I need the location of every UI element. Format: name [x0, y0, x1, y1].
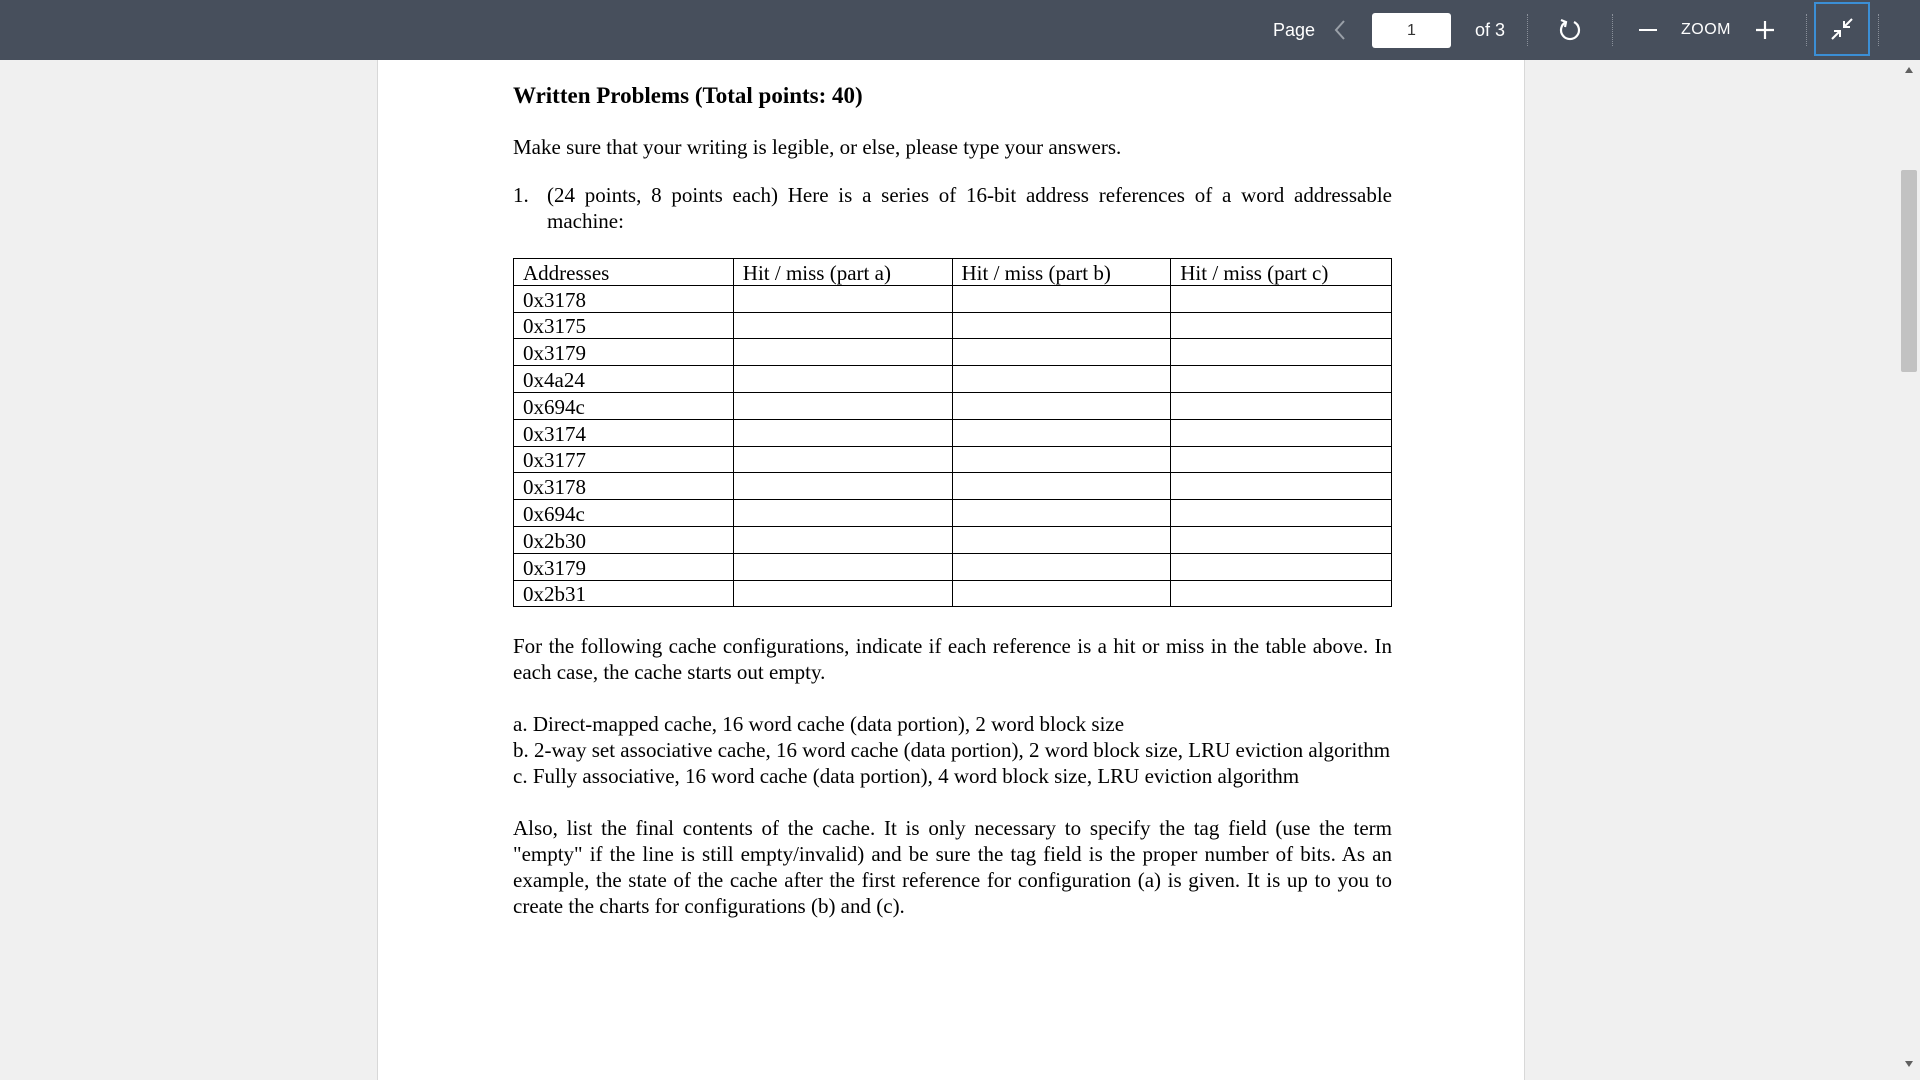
part-b-cell: [952, 312, 1171, 339]
address-cell: 0x3177: [514, 446, 734, 473]
part-a-cell: [733, 339, 952, 366]
address-cell: 0x3179: [514, 339, 734, 366]
table-row: [514, 446, 1392, 473]
config-b-text: b. 2-way set associative cache, 16 word cache (data portion), 2 word block size, LRU eviction algorithm: [513, 738, 1391, 763]
document-content: [513, 82, 1392, 919]
address-cell: 0x694c: [514, 500, 734, 527]
part-a-cell: [733, 500, 952, 527]
address-cell: 0x4a24: [514, 366, 734, 393]
table-row: [514, 580, 1392, 607]
table-row: [514, 366, 1392, 393]
exit-fullscreen-icon: [1830, 17, 1854, 41]
part-c-cell: [1171, 392, 1392, 419]
triangle-down-icon: [1904, 1060, 1914, 1068]
header-part-c: Hit / miss (part c): [1171, 259, 1392, 286]
address-cell: 0x3178: [514, 285, 734, 312]
part-a-cell: [733, 473, 952, 500]
page-total-label: of 3: [1474, 19, 1506, 40]
part-c-cell: [1171, 500, 1392, 527]
part-b-cell: [952, 339, 1171, 366]
exit-fullscreen-button[interactable]: [1814, 2, 1870, 56]
table-row: [514, 312, 1392, 339]
part-a-cell: [733, 392, 952, 419]
toolbar-divider: [1806, 14, 1807, 46]
header-part-a: Hit / miss (part a): [733, 259, 952, 286]
part-c-cell: [1171, 285, 1392, 312]
instruction-text: Make sure that your writing is legible, or else, please type your answers.: [513, 135, 1122, 159]
rotate-button[interactable]: [1552, 0, 1588, 60]
scrollbar-thumb[interactable]: [1901, 170, 1917, 372]
part-c-cell: [1171, 446, 1392, 473]
part-b-cell: [952, 446, 1171, 473]
previous-page-button[interactable]: [1325, 0, 1355, 60]
table-row: [514, 339, 1392, 366]
part-b-cell: [952, 392, 1171, 419]
part-c-cell: [1171, 366, 1392, 393]
scroll-down-button[interactable]: [1898, 1060, 1920, 1074]
viewer-toolbar: [0, 0, 1920, 60]
table-row: [514, 500, 1392, 527]
part-b-cell: [952, 366, 1171, 393]
document-page: [377, 60, 1525, 1080]
configurations-paragraph: For the following cache configurations, indicate if each reference is a hit or miss in the table above. In each case, the cache starts out empty.: [513, 634, 1392, 685]
config-c-text: c. Fully associative, 16 word cache (data portion), 4 word block size, LRU eviction algorithm: [513, 764, 1300, 789]
table-row: [514, 285, 1392, 312]
part-a-cell: [733, 419, 952, 446]
address-table: [513, 258, 1392, 607]
table-row: [514, 473, 1392, 500]
config-a-text: a. Direct-mapped cache, 16 word cache (data portion), 2 word block size: [513, 712, 1125, 737]
part-c-cell: [1171, 312, 1392, 339]
chevron-right-icon: [1438, 19, 1452, 41]
header-part-b: Hit / miss (part b): [952, 259, 1171, 286]
part-b-cell: [952, 526, 1171, 553]
zoom-in-button[interactable]: [1748, 0, 1782, 60]
part-b-cell: [952, 553, 1171, 580]
table-row: [514, 526, 1392, 553]
part-a-cell: [733, 526, 952, 553]
part-b-cell: [952, 500, 1171, 527]
page-label: Page: [1272, 19, 1316, 40]
part-c-cell: [1171, 339, 1392, 366]
zoom-label: ZOOM: [1681, 21, 1731, 38]
part-a-cell: [733, 580, 952, 607]
toolbar-divider: [1612, 14, 1613, 46]
minus-icon: [1638, 28, 1658, 32]
part-a-cell: [733, 366, 952, 393]
part-b-cell: [952, 580, 1171, 607]
question-text: (24 points, 8 points each) Here is a series of 16-bit address references of a word addressable machine:: [547, 183, 1392, 233]
toolbar-divider: [1878, 14, 1879, 46]
address-cell: 0x3174: [514, 419, 734, 446]
part-c-cell: [1171, 473, 1392, 500]
plus-icon: [1755, 20, 1775, 40]
part-b-cell: [952, 473, 1171, 500]
address-cell: 0x2b31: [514, 580, 734, 607]
part-a-cell: [733, 312, 952, 339]
document-title: Written Problems (Total points: 40): [513, 83, 863, 108]
address-cell: 0x3179: [514, 553, 734, 580]
part-a-cell: [733, 446, 952, 473]
triangle-up-icon: [1904, 66, 1914, 74]
toolbar-divider: [1527, 14, 1528, 46]
address-cell: 0x3178: [514, 473, 734, 500]
scroll-up-button[interactable]: [1898, 66, 1920, 80]
next-page-button[interactable]: [1430, 0, 1460, 60]
table-header-row: [514, 259, 1392, 286]
part-b-cell: [952, 419, 1171, 446]
table-row: [514, 553, 1392, 580]
question-1: [513, 182, 1392, 234]
address-cell: 0x2b30: [514, 526, 734, 553]
table-row: [514, 392, 1392, 419]
address-cell: 0x694c: [514, 392, 734, 419]
part-c-cell: [1171, 553, 1392, 580]
vertical-scrollbar[interactable]: [1898, 60, 1920, 1080]
question-number: 1.: [513, 183, 529, 207]
part-a-cell: [733, 553, 952, 580]
chevron-left-icon: [1333, 19, 1347, 41]
part-c-cell: [1171, 580, 1392, 607]
header-addresses: Addresses: [514, 259, 734, 286]
table-row: [514, 419, 1392, 446]
cache-contents-paragraph: Also, list the final contents of the cache. It is only necessary to specify the tag field (use the term "empty" if the line is still empty/invalid) and be sure the tag field is the proper number of bits. As an example, the state of the cache after the first reference for configuration (a) is given. It is up to you to create the charts for configurations (b) and (c).: [513, 816, 1392, 919]
part-b-cell: [952, 285, 1171, 312]
address-cell: 0x3175: [514, 312, 734, 339]
part-c-cell: [1171, 419, 1392, 446]
zoom-out-button[interactable]: [1634, 0, 1662, 60]
rotate-icon: [1557, 17, 1583, 43]
part-c-cell: [1171, 526, 1392, 553]
part-a-cell: [733, 285, 952, 312]
